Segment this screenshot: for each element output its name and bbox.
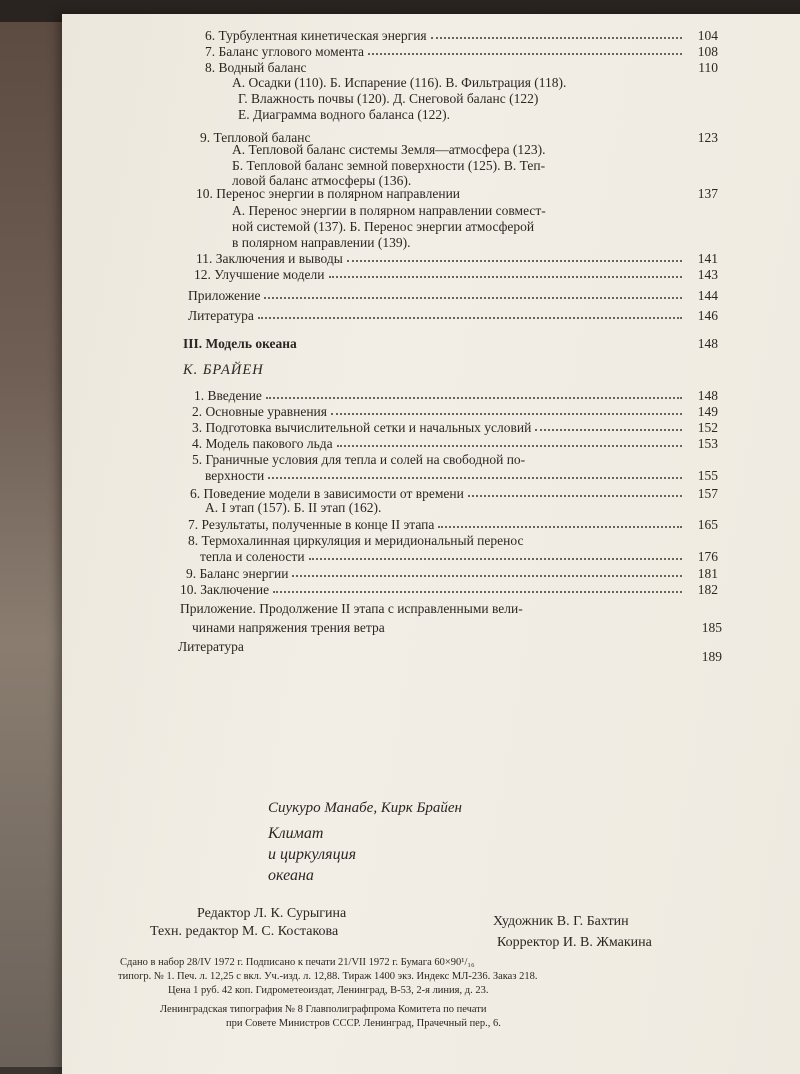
toc-leader [315,140,683,141]
toc-entry [188,308,718,323]
toc-entry [194,267,718,282]
toc-entry-page: 176 [697,549,718,564]
toc-entry [192,620,722,635]
toc-leader [292,574,682,577]
toc-entry-title: Приложение. Продолжение II этапа с исправленными вели- [180,601,523,616]
toc-entry-page: 108 [697,44,718,59]
toc-entry-page: 144 [697,288,718,303]
toc-entry-title: чинами напряжения трения ветра [192,620,385,635]
imprint-line: при Совете Министров СССР. Ленинград, Прачечный пер., 6. [226,1018,501,1029]
toc-entry [190,486,718,501]
toc-entry-title: 2. Основные уравнения [192,404,327,419]
toc-leader [431,36,682,39]
chapter-page: 148 [697,336,718,351]
corrector-credit: Корректор И. В. Жмакина [497,935,652,950]
toc-entry-title: тепла и солености [200,549,305,564]
book-title-line: Климат [268,825,324,842]
toc-entry [205,28,718,43]
toc-leader [273,590,682,593]
toc-entry-title: 5. Граничные условия для тепла и солей на свободной по- [192,452,526,467]
toc-subentry: А. Тепловой баланс системы Земля—атмосфера (123). [232,142,546,157]
toc-subentry: Е. Диаграмма водного баланса (122). [238,107,450,122]
toc-entry-page: 146 [697,308,718,323]
toc-entry-title: 9. Тепловой баланс [200,130,311,145]
toc-entry-page: 155 [697,468,718,483]
toc-entry-title: 12. Улучшение модели [194,267,325,282]
toc-leader [438,525,682,528]
editor-credit: Редактор Л. К. Сурыгина [197,906,347,921]
toc-leader [368,52,682,55]
toc-entry-page: 149 [697,404,718,419]
toc-entry-title: 7. Результаты, полученные в конце II этапа [188,517,435,532]
book-authors: Сиукуро Манабе, Кирк Брайен [268,800,462,816]
toc-entry-page: 165 [697,517,718,532]
imprint-line: Ленинградская типография № 8 Главполиграфпрома Комитета по печати [160,1004,487,1015]
toc-entry-title: 10. Перенос энергии в полярном направлении [196,186,461,201]
toc-leader [389,630,686,631]
toc-entry [205,44,718,59]
toc-leader [268,476,682,479]
toc-entry-title: 8. Термохалинная циркуляция и меридиональный перенос [188,533,524,548]
toc-entry [188,288,718,303]
toc-leader [266,396,682,399]
artist-credit: Художник В. Г. Бахтин [493,914,629,929]
toc-leader [329,275,683,278]
toc-entry-title: Литература [188,308,254,323]
toc-entry-title: 7. Баланс углового момента [205,44,364,59]
imprint-line: типогр. № 1. Печ. л. 12,25 с вкл. Уч.-изд. л. 12,88. Тираж 1400 экз. Индекс МЛ-236. Заказ 218. [118,971,538,982]
toc-entry [192,436,718,451]
toc-entry-title: 4. Модель пакового льда [192,436,333,451]
toc-entry-page: 137 [697,186,718,201]
toc-entry-page: 148 [697,388,718,403]
toc-entry-title: 9. Баланс энергии [186,566,289,581]
toc-subentry: в полярном направлении (139). [232,235,411,250]
toc-subentry: Г. Влажность почвы (120). Д. Снеговой баланс (122) [238,91,539,106]
toc-entry-title: 3. Подготовка вычислительной сетки и начальных условий [192,420,532,435]
toc-entry-title: 11. Заключения и выводы [196,251,343,266]
toc-entry-title: верхности [205,468,265,483]
toc-entry [196,251,718,266]
toc-entry [194,388,718,403]
toc-entry-page: 157 [697,486,718,501]
toc-leader [301,346,682,347]
toc-leader [464,196,682,197]
toc-leader [535,428,682,431]
toc-entry [180,582,718,597]
toc-entry [192,420,718,435]
chapter-title: III. Модель океана [183,336,297,351]
toc-entry-page: 104 [697,28,718,43]
imprint-line: Сдано в набор 28/IV 1972 г. Подписано к печати 21/VII 1972 г. Бумага 60×90¹/₁₆ [120,957,475,968]
toc-leader [309,557,682,560]
toc-entry-title: Приложение [188,288,261,303]
toc-leader [468,494,682,497]
toc-entry [178,639,722,664]
toc-entry-title: 1. Введение [194,388,262,403]
book-title-line: и циркуляция [268,846,357,863]
toc-entry-page: 143 [697,267,718,282]
toc-entry-page: 123 [697,130,718,145]
toc-subentry: А. Перенос энергии в полярном направлении совмест- [232,203,546,218]
toc-entry-page: 141 [697,251,718,266]
toc-leader [258,316,682,319]
chapter-author: К. БРАЙЕН [183,362,264,378]
toc-entry-page: 153 [697,436,718,451]
toc-entry [186,566,718,581]
toc-entry-page: 152 [697,420,718,435]
toc-entry [205,468,718,483]
toc-entry-page: 185 [701,620,722,635]
toc-subentry: А. Осадки (110). Б. Испарение (116). В. Фильтрация (118). [232,75,567,90]
toc-entry [205,60,718,75]
toc-entry [188,517,718,532]
toc-entry-page: 110 [698,60,718,75]
toc-entry-page: 189 [701,649,722,664]
toc-leader [248,649,686,650]
toc-entry-title: 10. Заключение [180,582,270,597]
toc-leader [337,444,682,447]
toc-entry [192,404,718,419]
toc-subentry: Б. Тепловой баланс земной поверхности (125). В. Теп- [232,158,546,173]
book-title-line: океана [268,867,314,884]
toc-entry [196,186,718,201]
toc-leader [347,259,682,262]
imprint-line: Цена 1 руб. 42 коп. Гидрометеоиздат, Ленинград, В-53, 2-я линия, д. 23. [168,985,489,996]
toc-entry [200,549,718,564]
toc-entry-title: 8. Водный баланс [205,60,307,75]
toc-entry-title: 6. Поведение модели в зависимости от времени [190,486,464,501]
toc-entry-page: 181 [697,566,718,581]
toc-entry-title: 6. Турбулентная кинетическая энергия [205,28,427,43]
toc-subentry: ловой баланс атмосферы (136). [232,173,412,188]
tech-editor-credit: Техн. редактор М. С. Костакова [150,924,339,939]
toc-subentry: ной системой (137). Б. Перенос энергии атмосферой [232,219,535,234]
toc-leader [264,296,682,299]
toc-entry-title: Литература [178,639,244,654]
toc-leader [311,70,682,71]
chapter-heading [183,336,718,351]
toc-subentry: А. I этап (157). Б. II этап (162). [205,500,382,515]
toc-leader [331,412,682,415]
toc-entry-page: 182 [697,582,718,597]
